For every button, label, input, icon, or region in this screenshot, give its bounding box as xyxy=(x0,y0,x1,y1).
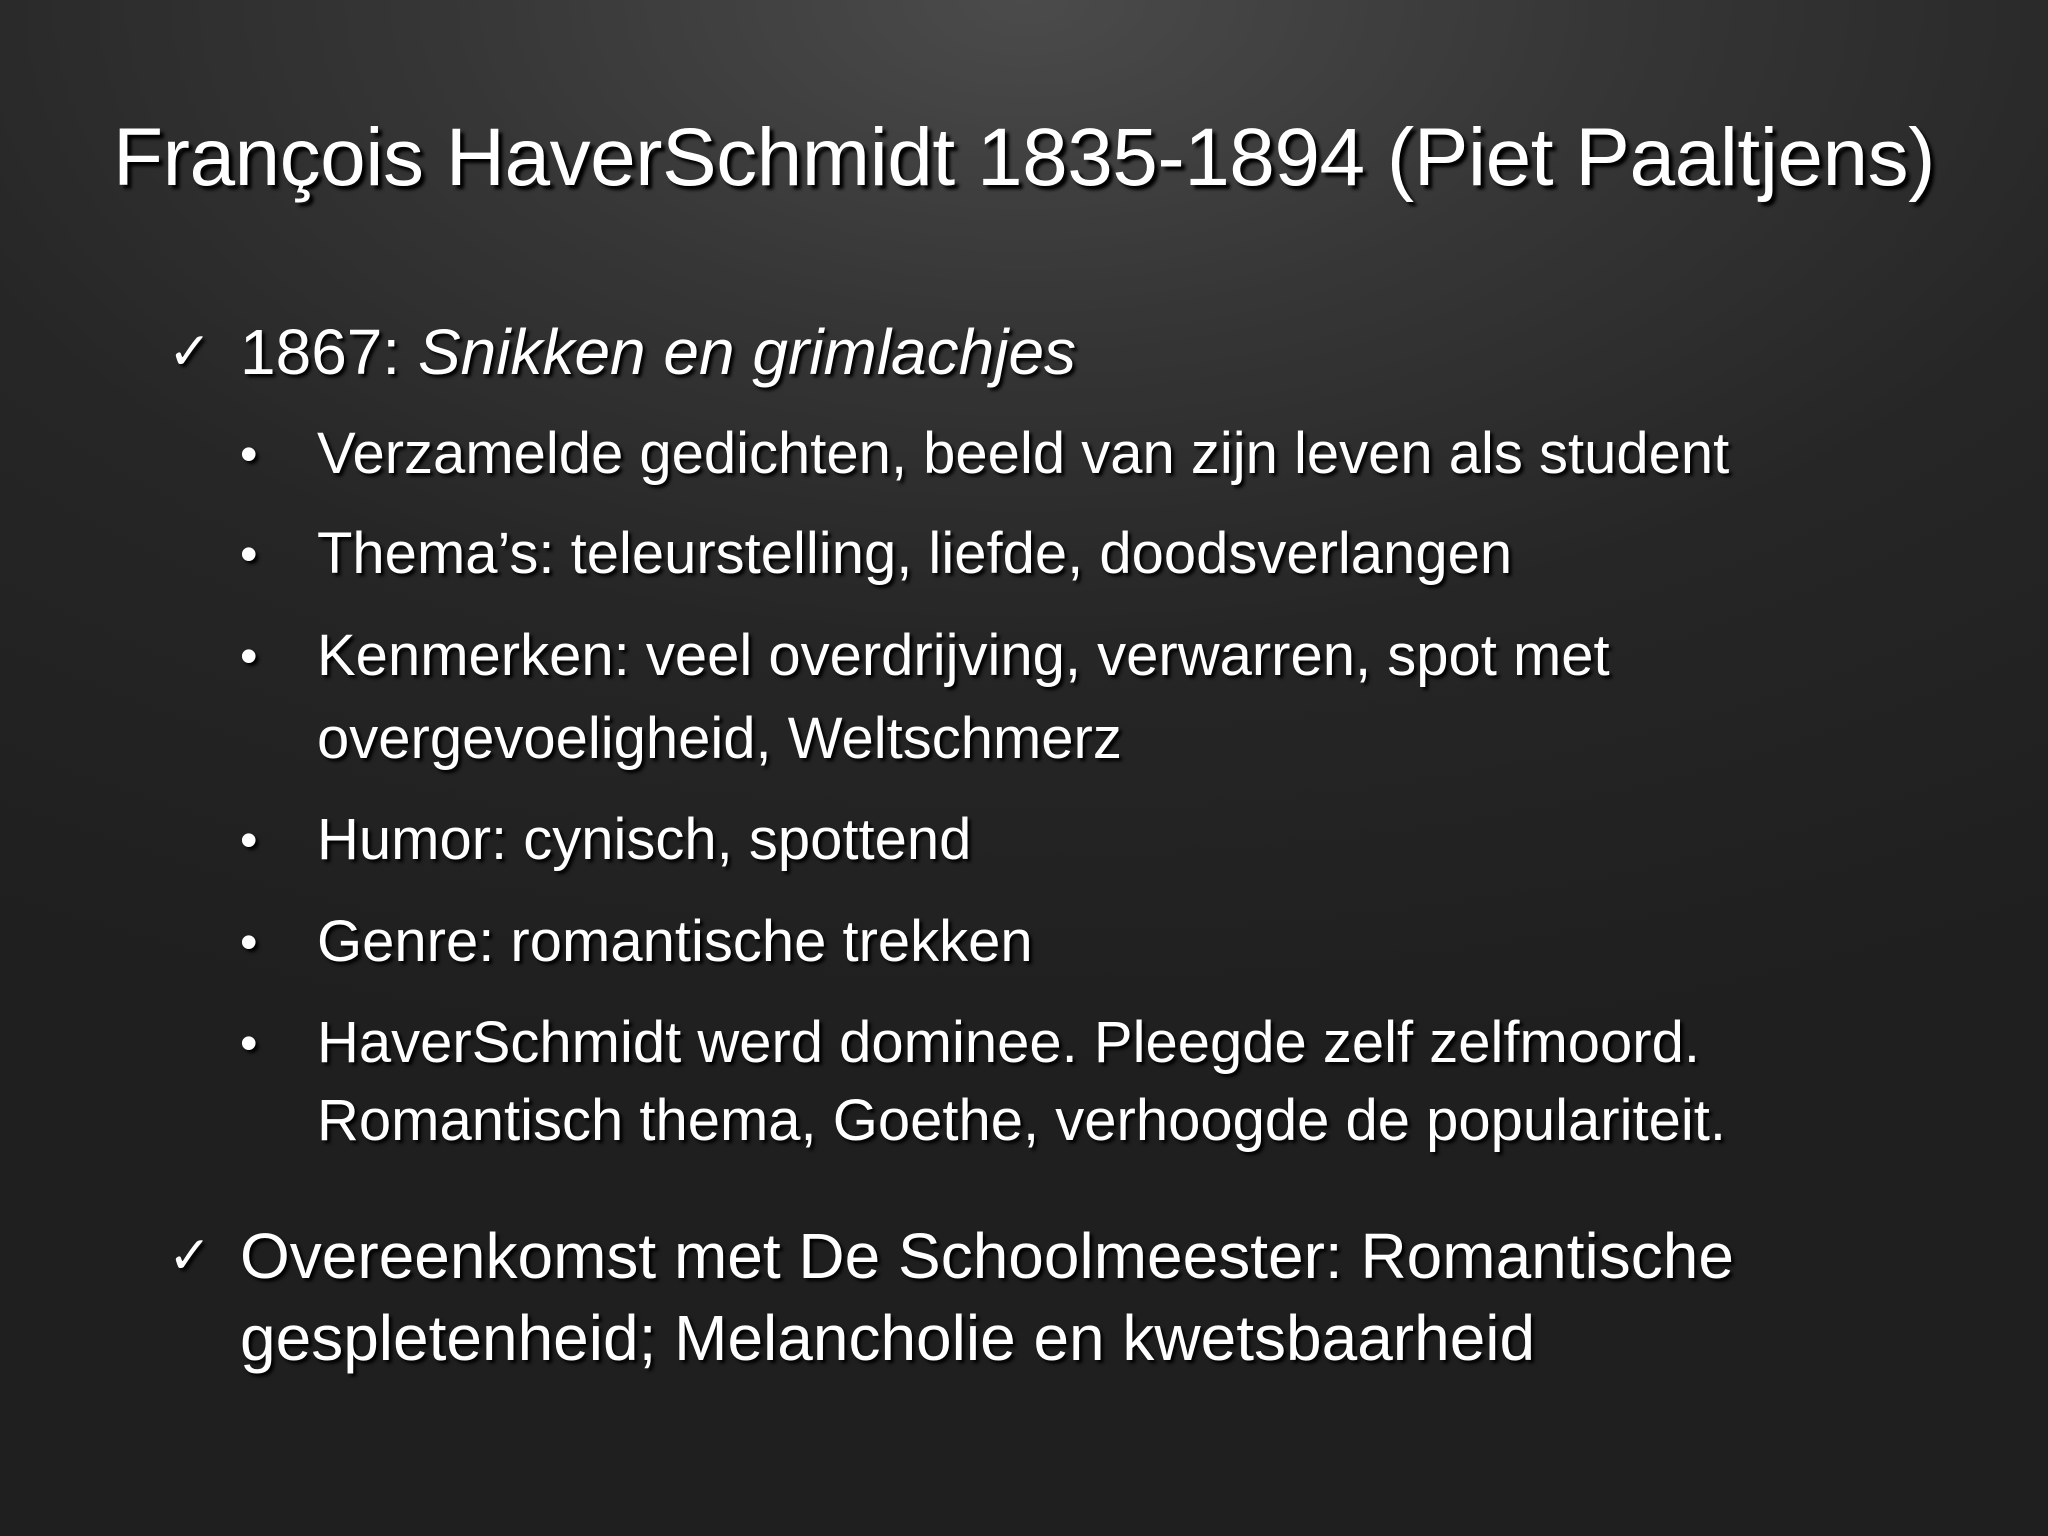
bullet-dot-icon: • xyxy=(240,628,258,684)
sub-bullet-5: Genre: romantische trekken xyxy=(317,909,1033,974)
bullet-dot-icon: • xyxy=(240,1015,258,1071)
check-icon: ✓ xyxy=(168,1226,212,1286)
bullet-1867-prefix: 1867: xyxy=(240,316,418,388)
sub-bullet-3-line-1: Kenmerken: veel overdrijving, verwarren, spot met xyxy=(317,623,1610,688)
bullet-overeenkomst-line-1: Overeenkomst met De Schoolmeester: Romantische xyxy=(240,1220,1734,1292)
sub-bullet-6-line-1: HaverSchmidt werd dominee. Pleegde zelf zelfmoord. xyxy=(317,1010,1700,1075)
sub-bullet-3-line-2: overgevoeligheid, Weltschmerz xyxy=(317,706,1122,771)
bullet-dot-icon: • xyxy=(240,812,258,868)
sub-bullet-2: Thema’s: teleurstelling, liefde, doodsverlangen xyxy=(317,521,1513,586)
check-icon: ✓ xyxy=(168,322,212,382)
bullet-1867 xyxy=(240,312,1076,392)
slide-title: François HaverSchmidt 1835-1894 (Piet Paaltjens) xyxy=(113,112,1935,203)
bullet-dot-icon: • xyxy=(240,526,258,582)
bullet-dot-icon: • xyxy=(240,426,258,482)
sub-bullet-1: Verzamelde gedichten, beeld van zijn leven als student xyxy=(317,421,1730,486)
bullet-1867-title: Snikken en grimlachjes xyxy=(417,316,1077,388)
bullet-dot-icon: • xyxy=(240,914,258,970)
bullet-overeenkomst-line-2: gespletenheid; Melancholie en kwetsbaarheid xyxy=(240,1302,1536,1374)
sub-bullet-6-line-2: Romantisch thema, Goethe, verhoogde de populariteit. xyxy=(317,1088,1726,1153)
sub-bullet-4: Humor: cynisch, spottend xyxy=(317,807,972,872)
